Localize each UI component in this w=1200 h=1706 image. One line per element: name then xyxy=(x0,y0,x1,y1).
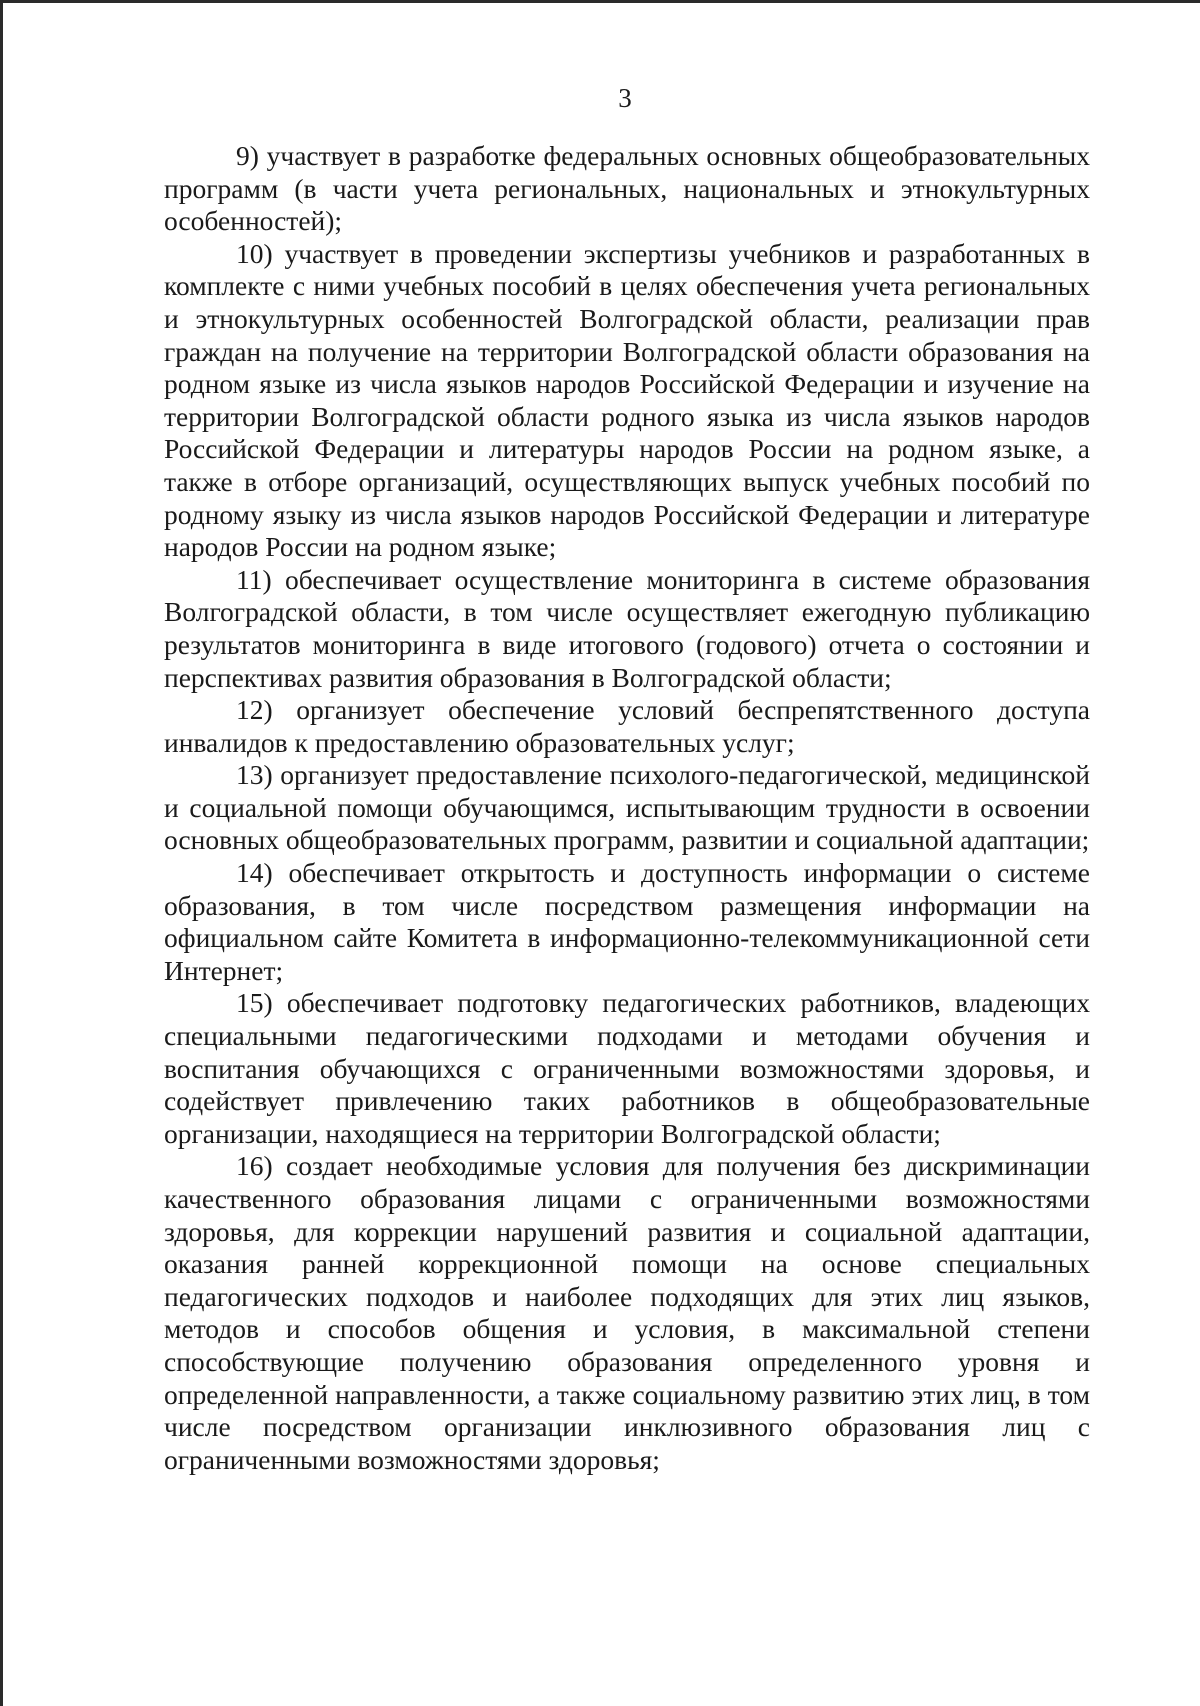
paragraph-item-12: 12) организует обеспечение условий беспрепятственного доступа инвалидов к предоставлению образовательных услуг; xyxy=(164,694,1090,758)
paragraph-item-13: 13) организует предоставление психолого-педагогической, медицинской и социальной помощи обучающимся, испытывающим трудности в освоении основных общеобразовательных программ, развитии и социальной адаптации; xyxy=(164,759,1090,856)
paragraph-item-10: 10) участвует в проведении экспертизы учебников и разработанных в комплекте с ними учебных пособий в целях обеспечения учета региональных и этнокультурных особенностей Волгоградской области, реализации прав граждан на получение на территории Волгоградской области образования на родном языке из числа языков народов Российской Федерации и изучение на территории Волгоградской области родного языка из числа языков народов Российской Федерации и литературы народов России на родном языке, а также в отборе организаций, осуществляющих выпуск учебных пособий по родному языку из числа языков народов Российской Федерации и литературе народов России на родном языке; xyxy=(164,237,1090,563)
document-body xyxy=(164,140,1090,1476)
scan-edge-top xyxy=(0,0,1200,3)
paragraph-item-11: 11) обеспечивает осуществление мониторинга в системе образования Волгоградской области, в том числе осуществляет ежегодную публикацию результатов мониторинга в виде итогового (годового) отчета о состоянии и перспективах развития образования в Волгоградской области; xyxy=(164,563,1090,693)
paragraph-item-14: 14) обеспечивает открытость и доступность информации о системе образования, в том числе посредством размещения информации на официальном сайте Комитета в информационно-телекоммуникационной сети Интернет; xyxy=(164,857,1090,986)
paragraph-item-15: 15) обеспечивает подготовку педагогических работников, владеющих специальными педагогическими подходами и методами обучения и воспитания обучающихся с ограниченными возможностями здоровья, и содействует привлечению таких работников в общеобразовательные организации, находящиеся на территории Волгоградской области; xyxy=(164,987,1090,1149)
paragraph-item-9: 9) участвует в разработке федеральных основных общеобразовательных программ (в части учета региональных, национальных и этнокультурных особенностей); xyxy=(164,140,1090,237)
scan-edge-left xyxy=(0,0,3,1706)
paragraph-item-16: 16) создает необходимые условия для получения без дискриминации качественного образования лицами с ограниченными возможностями здоровья, для коррекции нарушений развития и социальной адаптации, оказания ранней коррекционной помощи на основе специальных педагогических подходов и наиболее подходящих для этих лиц языков, методов и способов общения и условия, в максимальной степени способствующие получению образования определенного уровня и определенной направленности, а также социальному развитию этих лиц, в том числе посредством организации инклюзивного образования лиц с ограниченными возможностями здоровья; xyxy=(164,1150,1090,1475)
page-number: 3 xyxy=(618,83,632,113)
